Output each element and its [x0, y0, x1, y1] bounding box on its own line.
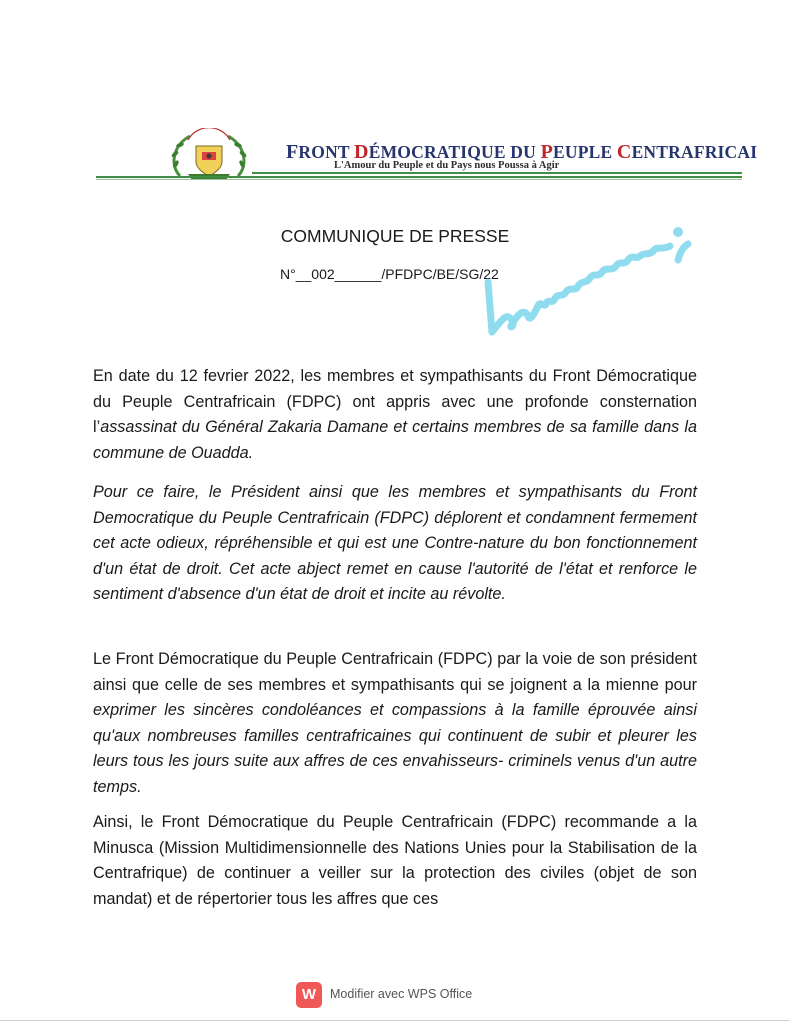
- wps-office-icon[interactable]: W: [296, 982, 322, 1008]
- header-rule: [96, 176, 742, 178]
- handwritten-signature: [478, 220, 708, 350]
- header-rule: [252, 172, 742, 174]
- letterhead: [96, 128, 758, 184]
- reference-number: N°__002______/PFDPC/BE/SG/22: [280, 266, 499, 282]
- paragraph-3: Le Front Démocratique du Peuple Centrafricain (FDPC) par la voie de son président ainsi que celle de ses membres et sympathisants qui se joignent a la mienne pour exprimer les sincères condoléances et compassions à la famille éprouvée ainsi qu'aux nombreuses familles centrafricaines qui continuent de subir et pleurer les leurs tous les jours suite aux affres de ces envahisseurs- criminels venus d'un autre temps.: [93, 650, 697, 796]
- organization-motto: L'Amour du Peuple et du Pays nous Poussa à Agir: [334, 160, 560, 171]
- page-bottom-divider: [0, 1020, 790, 1021]
- fdpc-emblem-logo: [166, 128, 252, 182]
- paragraph-1: En date du 12 fevrier 2022, les membres et sympathisants du Front Démocratique du Peuple Centrafricain (FDPC) ont appris avec une profonde consternation l’assassinat du Général Zakaria Damane et certains membres de sa famille dans la commune de Ouadda.: [93, 367, 697, 462]
- document-title: COMMUNIQUE DE PRESSE: [280, 226, 510, 246]
- paragraph-2: Pour ce faire, le Président ainsi que les membres et sympathisants du Front Democratique du Peuple Centrafricain (FDPC) déplorent et condamnent fermement cet acte odieux, répréhensible et qui est une Contre-nature du bon fonctionnement d'un état de droit. Cet acte abject remet en cause l'autorité de l'état et renforce le sentiment d'absence d'un état de droit et incite au révolte.: [93, 483, 697, 603]
- edit-with-wps-link[interactable]: Modifier avec WPS Office: [330, 987, 473, 1001]
- header-rule: [96, 179, 742, 180]
- organization-name: FRONT DÉMOCRATIQUE DU PEUPLE CENTRAFRICAI: [286, 141, 758, 163]
- paragraph-4: Ainsi, le Front Démocratique du Peuple Centrafricain (FDPC) recommande a la Minusca (Mission Multidimensionnelle des Nations Unies pour la Stabilisation de la Centrafrique) de continuer a veiller sur la protection des civiles (objet de son mandat) et de répertorier tous les affres que ces: [93, 813, 697, 908]
